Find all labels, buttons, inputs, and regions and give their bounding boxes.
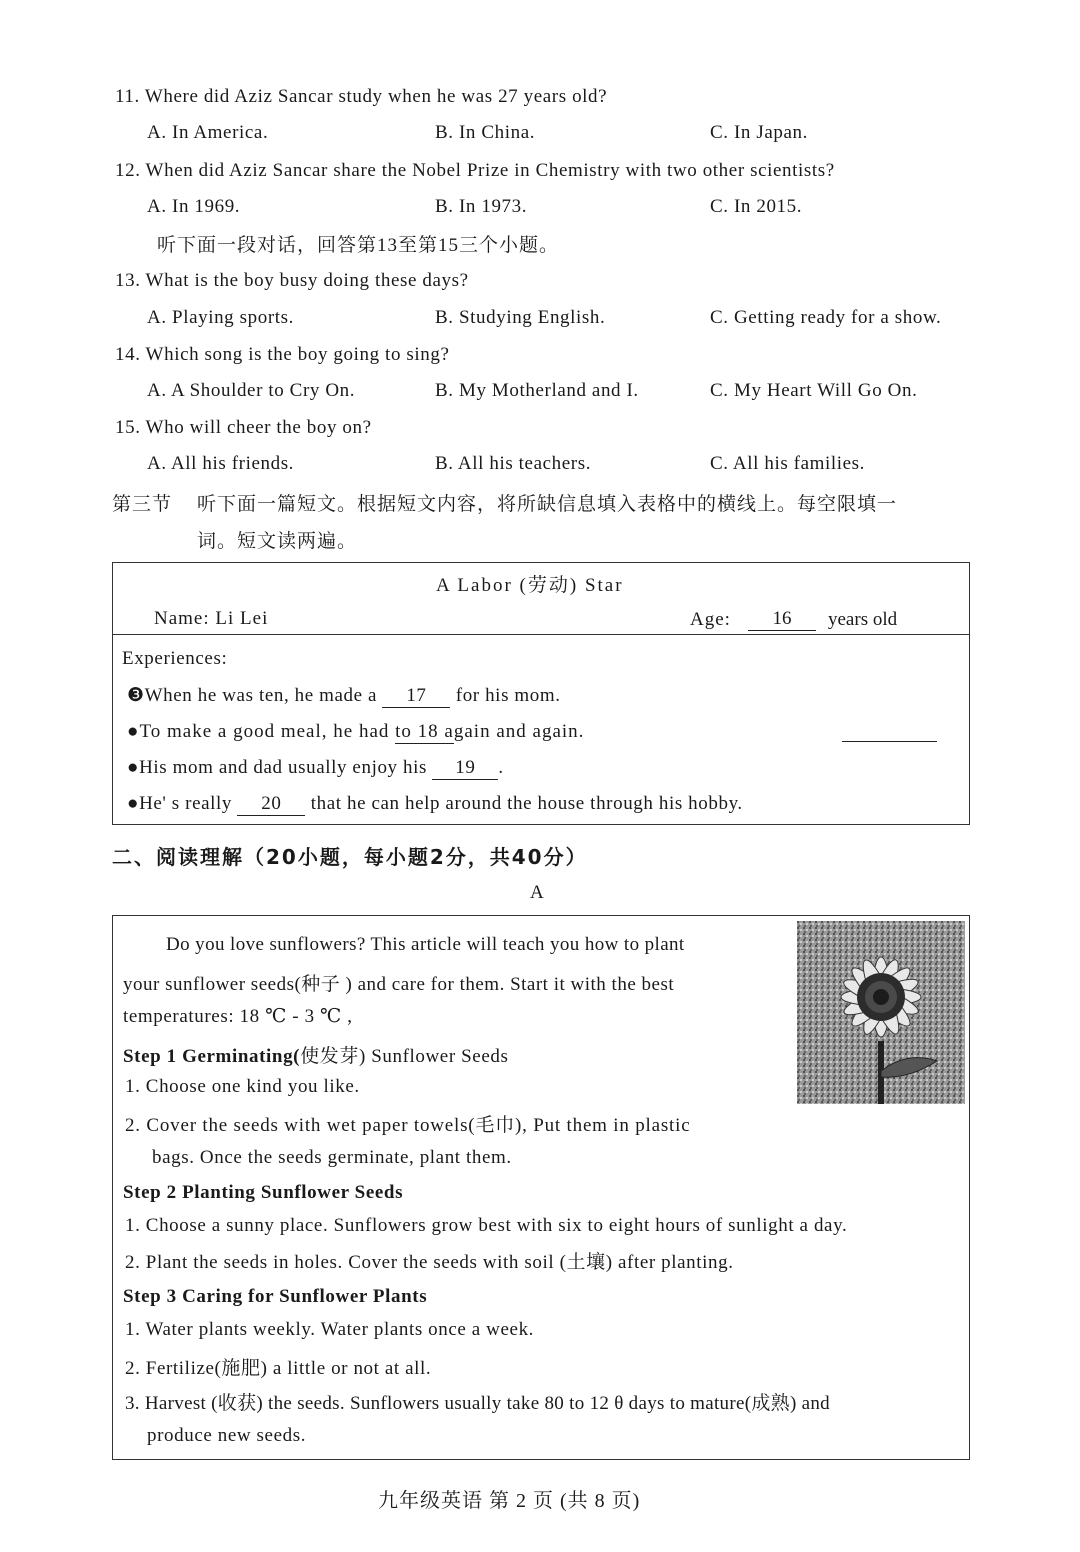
experience-2: ●To make a good meal, he had to 18 again and again. [127, 721, 585, 742]
blank-17[interactable]: 17 [382, 685, 450, 708]
option-15a: A. All his friends. [147, 453, 295, 474]
bullet-icon: ● [127, 793, 140, 814]
page-footer: 九年级英语 第 2 页 (共 8 页) [378, 1490, 641, 1512]
bullet-icon: ❸ [127, 685, 145, 706]
option-14b: B. My Motherland and I. [435, 380, 639, 401]
blank-19[interactable]: 19 [432, 757, 498, 780]
option-14c: C. My Heart Will Go On. [710, 380, 918, 401]
step1-item1: 1. Choose one kind you like. [125, 1076, 360, 1097]
option-12c: C. In 2015. [710, 196, 803, 217]
blank-18[interactable]: to 18 a [395, 721, 454, 742]
option-13a: A. Playing sports. [147, 307, 294, 328]
step2-heading: Step 2 Planting Sunflower Seeds [123, 1182, 404, 1203]
passage-p3: temperatures: 18 ℃ - 3 ℃ , [123, 1006, 353, 1027]
option-14a: A. A Shoulder to Cry On. [147, 380, 356, 401]
experience-1: ❸When he was ten, he made a 17 for his mom. [127, 685, 561, 706]
section3-instruction-line1: 听下面一篇短文。根据短文内容，将所缺信息填入表格中的横线上。每空限填一 [197, 494, 898, 515]
option-13c: C. Getting ready for a show. [710, 307, 942, 328]
question-12: 12. When did Aziz Sancar share the Nobel Prize in Chemistry with two other scientists? [115, 160, 835, 181]
part2-heading: 二、阅读理解（20小题，每小题2分，共40分） [112, 845, 588, 869]
section3-heading: 第三节 [112, 494, 173, 515]
step1-heading: Step 1 Germinating(使发芽) Sunflower Seeds [123, 1046, 509, 1067]
question-13: 13. What is the boy busy doing these days? [115, 270, 469, 291]
bullet-icon: ● [127, 757, 140, 778]
name-label: Name: Li Lei [154, 608, 269, 629]
step3-item3: 3. Harvest (收获) the seeds. Sunflowers usually take 80 to 12 θ days to mature(成熟) and [125, 1393, 830, 1414]
question-14: 14. Which song is the boy going to sing? [115, 344, 450, 365]
sunflower-image [797, 921, 965, 1104]
age-label: Age: [690, 609, 731, 630]
option-11c: C. In Japan. [710, 122, 808, 143]
experiences-label: Experiences: [122, 648, 228, 669]
experience-4: ●He' s really 20 that he can help around the house through his hobby. [127, 793, 743, 814]
section3-instruction-line2: 词。短文读两遍。 [197, 531, 358, 552]
question-11: 11. Where did Aziz Sancar study when he was 27 years old? [115, 86, 608, 107]
passage-label: A [530, 882, 544, 903]
table-divider [112, 634, 970, 635]
step1-item2: 2. Cover the seeds with wet paper towels(毛巾), Put them in plastic [125, 1115, 691, 1136]
experience-3: ●His mom and dad usually enjoy his 19 . [127, 757, 504, 778]
step2-item2: 2. Plant the seeds in holes. Cover the seeds with soil (土壤) after planting. [125, 1252, 734, 1273]
option-15c: C. All his families. [710, 453, 866, 474]
option-12a: A. In 1969. [147, 196, 241, 217]
bullet-icon: ● [127, 721, 140, 742]
step3-item1: 1. Water plants weekly. Water plants once a week. [125, 1319, 535, 1340]
option-13b: B. Studying English. [435, 307, 606, 328]
option-15b: B. All his teachers. [435, 453, 592, 474]
table-title: A Labor (劳动) Star [436, 575, 624, 596]
passage-p2: your sunflower seeds(种子 ) and care for them. Start it with the best [123, 974, 675, 995]
blank-line [842, 741, 937, 742]
option-12b: B. In 1973. [435, 196, 528, 217]
option-11b: B. In China. [435, 122, 536, 143]
dialog-instruction: 听下面一段对话，回答第13至第15三个小题。 [157, 235, 560, 256]
age-unit: years old [828, 609, 898, 630]
option-11a: A. In America. [147, 122, 269, 143]
passage-p1: Do you love sunflowers? This article will teach you how to plant [166, 934, 685, 955]
step3-heading: Step 3 Caring for Sunflower Plants [123, 1286, 428, 1307]
step1-item2-cont: bags. Once the seeds germinate, plant them. [152, 1147, 512, 1168]
blank-16[interactable]: 16 [748, 608, 816, 631]
step2-item1: 1. Choose a sunny place. Sunflowers grow best with six to eight hours of sunlight a day. [125, 1215, 848, 1236]
step3-item3-cont: produce new seeds. [147, 1425, 307, 1446]
blank-20[interactable]: 20 [237, 793, 305, 816]
step3-item2: 2. Fertilize(施肥) a little or not at all. [125, 1358, 432, 1379]
question-15: 15. Who will cheer the boy on? [115, 417, 372, 438]
